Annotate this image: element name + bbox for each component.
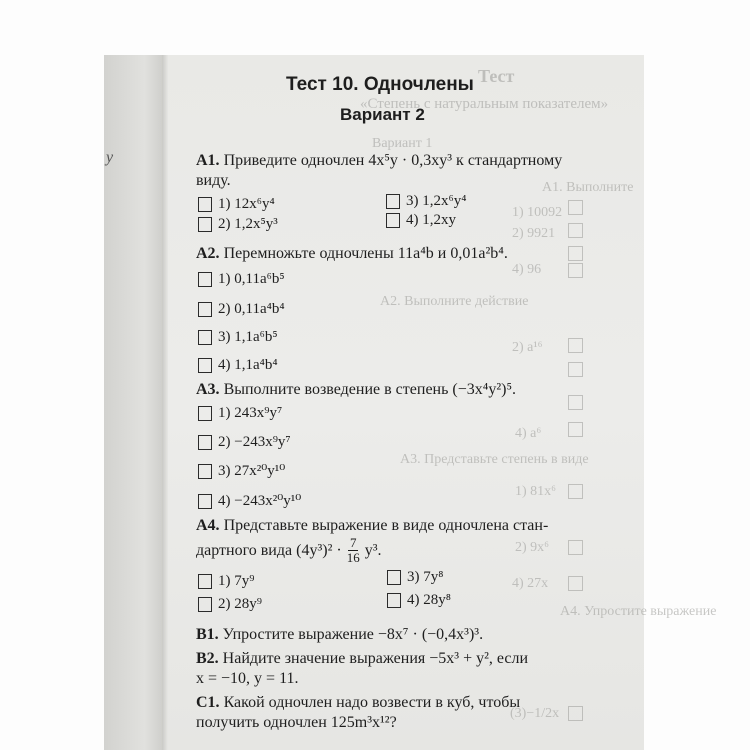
ghost-checkbox (568, 422, 583, 437)
answer-checkbox[interactable] (386, 194, 400, 209)
option-a2-2[interactable] (198, 300, 285, 318)
ghost-line: 1) 10092 (512, 205, 563, 220)
ghost-checkbox (568, 200, 583, 215)
answer-checkbox[interactable] (198, 464, 212, 479)
option-a2-1[interactable] (198, 270, 285, 288)
option-a3-4[interactable] (198, 492, 301, 510)
option-label: 2) 1,2x⁵y³ (218, 216, 278, 232)
question-a1-cont: виду. (196, 172, 231, 189)
question-a2 (196, 245, 508, 263)
question-c1-cont: получить одночлен 125m³x¹²? (196, 714, 397, 731)
option-label: 4) 28y⁸ (407, 592, 451, 608)
answer-checkbox[interactable] (387, 593, 401, 608)
option-a3-2[interactable] (198, 433, 291, 451)
option-a3-1[interactable] (198, 404, 282, 422)
option-label: 3) 1,2x⁶y⁴ (406, 193, 467, 209)
ghost-line: 2) 9x⁶ (515, 540, 550, 555)
margin-mark: y (106, 149, 114, 166)
answer-checkbox[interactable] (387, 570, 401, 585)
test-title: Тест 10. Одночлены (286, 74, 474, 95)
option-a1-3[interactable] (386, 192, 466, 210)
ghost-topic: «Степень с натуральным показателем» (360, 96, 609, 112)
question-text: Приведите одночлен 4x⁵y · 0,3xy³ к стандартному (223, 152, 563, 169)
ghost-line: 4) 27x (512, 576, 549, 591)
option-label: 1) 243x⁹y⁷ (218, 405, 283, 421)
question-text: y³. (364, 541, 382, 559)
question-number: А1. (196, 152, 220, 169)
fraction-numerator: 7 (349, 535, 357, 550)
ghost-title: Тест (478, 66, 515, 86)
question-text: Найдите значение выражения −5x³ + y², если (222, 650, 529, 667)
previous-page-edge (104, 55, 162, 750)
answer-checkbox[interactable] (198, 358, 212, 373)
answer-checkbox[interactable] (198, 272, 212, 287)
answer-checkbox[interactable] (198, 406, 212, 421)
ghost-line: А3. Представьте степень в виде (400, 452, 589, 467)
question-a3 (196, 381, 516, 399)
option-label: 3) 27x²⁰y¹⁰ (218, 463, 286, 479)
answer-checkbox[interactable] (198, 597, 212, 612)
ghost-variant: Вариант 1 (372, 136, 433, 151)
question-text: Упростите выражение −8x⁷ · (−0,4x³)³. (222, 626, 484, 643)
fraction (345, 536, 362, 565)
ghost-checkbox (568, 338, 583, 353)
question-a4-cont (196, 536, 381, 565)
option-label: 1) 7y⁹ (218, 573, 255, 589)
option-a1-1[interactable] (198, 195, 275, 213)
ghost-line: А4. Упростите выражение (560, 604, 717, 619)
option-label: 2) 28y⁹ (218, 596, 262, 612)
ghost-line: А2. Выполните действие (380, 294, 529, 309)
option-a1-4[interactable] (386, 211, 456, 229)
option-a4-1[interactable] (198, 572, 254, 590)
answer-checkbox[interactable] (198, 302, 212, 317)
option-label: 2) −243x⁹y⁷ (218, 434, 291, 450)
answer-checkbox[interactable] (198, 330, 212, 345)
ghost-line: (3)−1/2x (510, 706, 560, 721)
answer-checkbox[interactable] (198, 574, 212, 589)
ghost-checkbox (568, 223, 583, 238)
page-gutter (162, 55, 168, 750)
option-a4-3[interactable] (387, 568, 443, 586)
answer-checkbox[interactable] (198, 494, 212, 509)
question-text: Выполните возведение в степень (−3x⁴y²)⁵. (223, 381, 517, 398)
variant-title: Вариант 2 (340, 105, 425, 124)
answer-checkbox[interactable] (198, 217, 212, 232)
question-number: В1. (196, 626, 219, 643)
option-a1-2[interactable] (198, 215, 278, 233)
question-text: Какой одночлен надо возвести в куб, чтобы (223, 694, 521, 711)
question-text: дартного вида (4y³)² · (196, 541, 342, 559)
option-label: 3) 1,1a⁶b⁵ (218, 329, 278, 345)
ghost-checkbox (568, 484, 583, 499)
ghost-line: 4) 96 (512, 262, 542, 277)
option-label: 2) 0,11a⁴b⁴ (218, 301, 285, 317)
ghost-checkbox (568, 706, 583, 721)
question-b2 (196, 650, 528, 668)
question-text: Перемножьте одночлены 11a⁴b и 0,01a²b⁴. (223, 245, 508, 262)
ghost-line: 2) a¹⁶ (512, 340, 543, 355)
ghost-checkbox (568, 576, 583, 591)
question-a4 (196, 517, 548, 535)
question-number: А3. (196, 381, 220, 398)
answer-checkbox[interactable] (386, 213, 400, 228)
ghost-checkbox (568, 395, 583, 410)
option-a3-3[interactable] (198, 462, 285, 480)
option-label: 1) 12x⁶y⁴ (218, 196, 275, 212)
question-text: Представьте выражение в виде одночлена стан- (223, 517, 549, 534)
option-label: 3) 7y⁸ (407, 569, 444, 585)
option-label: 4) 1,1a⁴b⁴ (218, 357, 278, 373)
ghost-checkbox (568, 246, 583, 261)
question-number: С1. (196, 694, 220, 711)
ghost-checkbox (568, 540, 583, 555)
ghost-line: 2) 9921 (512, 226, 556, 241)
question-b2-cont: x = −10, y = 11. (196, 670, 299, 687)
question-number: В2. (196, 650, 219, 667)
ghost-line: 1) 81x⁶ (515, 484, 557, 499)
ghost-line: 4) a⁶ (515, 426, 542, 441)
ghost-checkbox (568, 362, 583, 377)
question-c1 (196, 694, 520, 712)
option-label: 4) −243x²⁰y¹⁰ (218, 493, 302, 509)
option-a4-4[interactable] (387, 591, 451, 609)
answer-checkbox[interactable] (198, 197, 212, 212)
ghost-line: А1. Выполните (542, 180, 634, 195)
question-number: А4. (196, 517, 220, 534)
option-a4-2[interactable] (198, 595, 262, 613)
option-label: 1) 0,11a⁶b⁵ (218, 271, 285, 287)
question-number: А2. (196, 245, 220, 262)
question-a1 (196, 152, 562, 170)
option-a2-3[interactable] (198, 328, 278, 346)
answer-checkbox[interactable] (198, 435, 212, 450)
question-b1 (196, 626, 483, 644)
option-a2-4[interactable] (198, 356, 278, 374)
ghost-checkbox (568, 263, 583, 278)
fraction-denominator: 16 (346, 550, 360, 565)
option-label: 4) 1,2xy (406, 212, 456, 228)
